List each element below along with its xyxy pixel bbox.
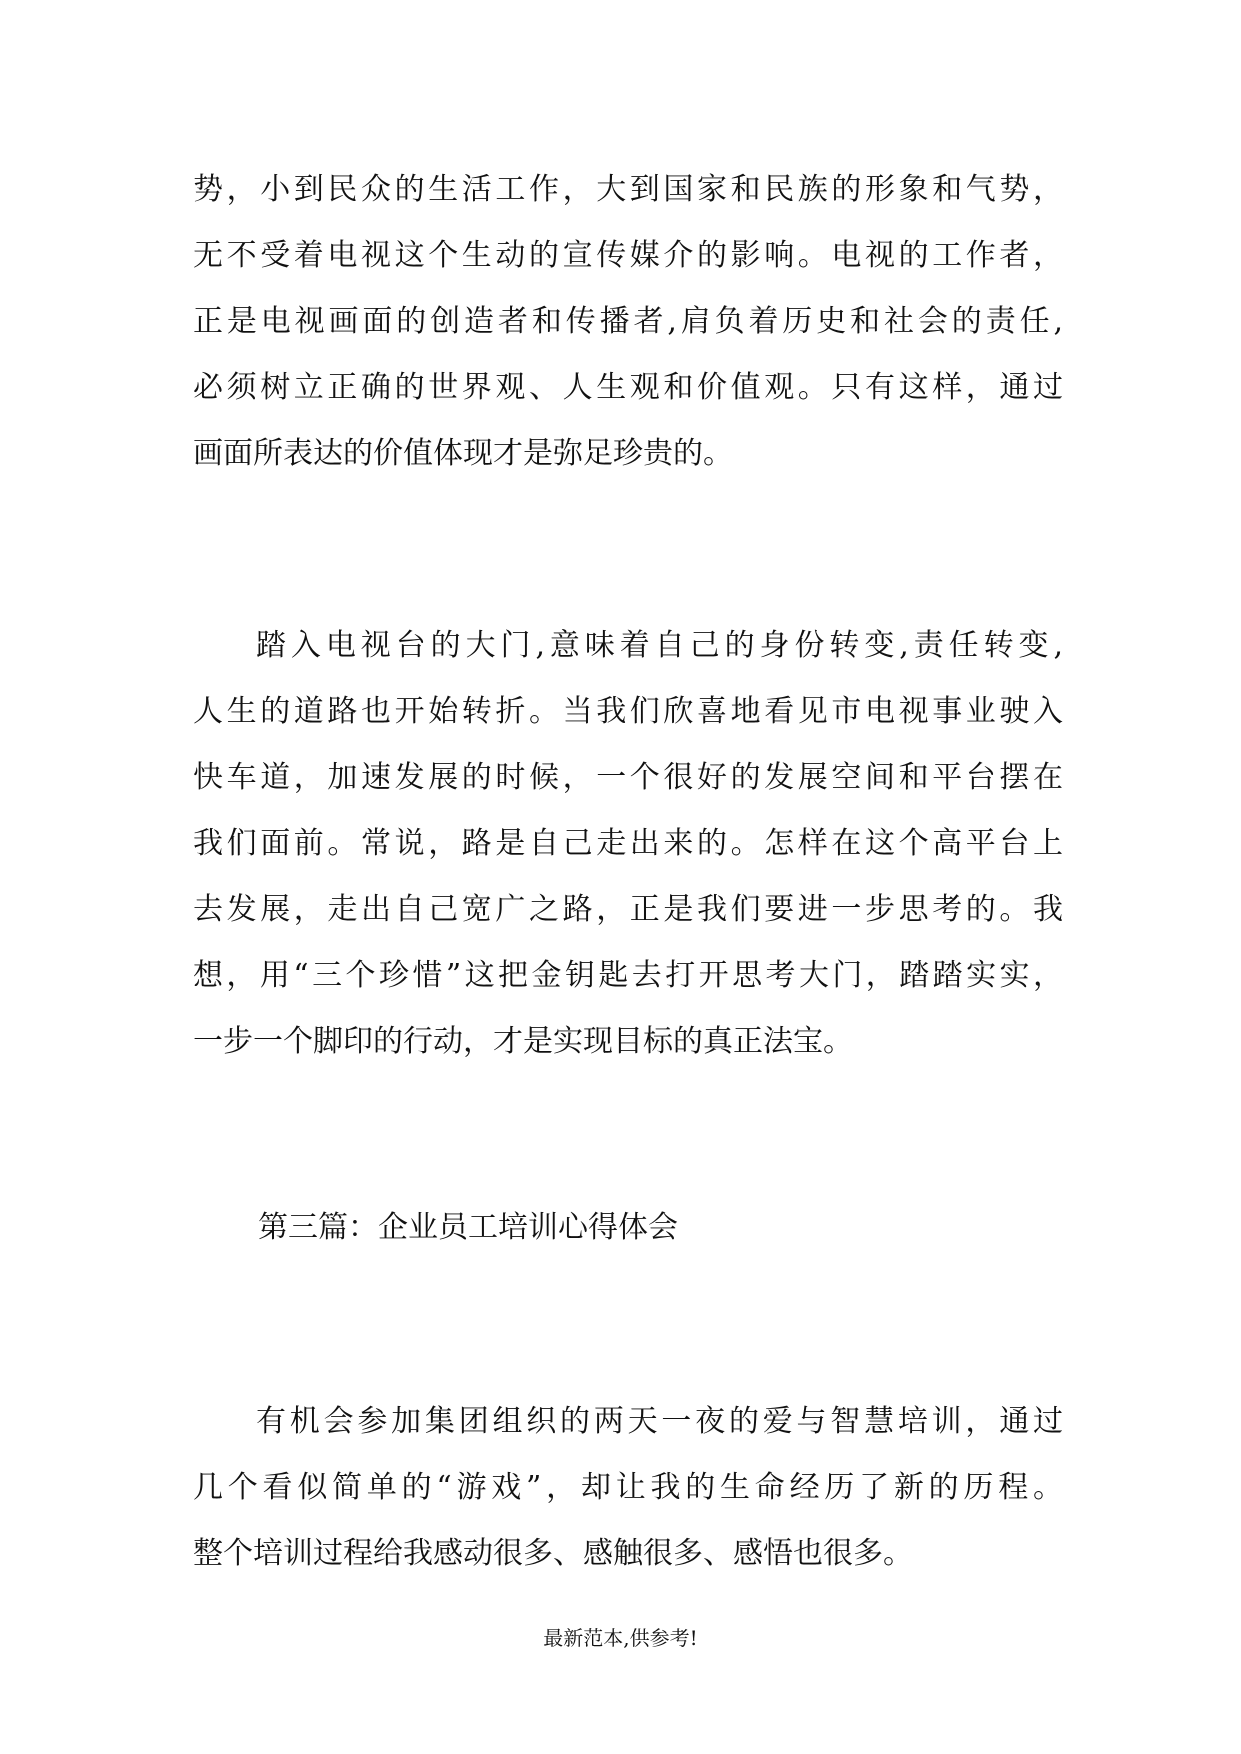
paragraph-line: 去发展，走出自己宽广之路，正是我们要进一步思考的。我 <box>193 892 1063 927</box>
paragraph-line: 踏入电视台的大门,意味着自己的身份转变,责任转变, <box>256 628 1063 663</box>
page-footer: 最新范本,供参考! <box>543 1626 698 1650</box>
paragraph-line: 我们面前。常说，路是自己走出来的。怎样在这个高平台上 <box>193 826 1063 861</box>
paragraph-line: 想，用“三个珍惜”这把金钥匙去打开思考大门，踏踏实实， <box>193 958 1063 993</box>
paragraph-line: 正是电视画面的创造者和传播者,肩负着历史和社会的责任, <box>193 304 1063 339</box>
paragraph-line: 整个培训过程给我感动很多、感触很多、感悟也很多。 <box>193 1536 913 1571</box>
paragraph-line: 人生的道路也开始转折。当我们欣喜地看见市电视事业驶入 <box>193 694 1063 729</box>
paragraph-line: 画面所表达的价值体现才是弥足珍贵的。 <box>193 436 733 471</box>
paragraph-line: 有机会参加集团组织的两天一夜的爱与智慧培训，通过 <box>256 1404 1063 1439</box>
paragraph-line: 快车道，加速发展的时候，一个很好的发展空间和平台摆在 <box>193 760 1063 795</box>
paragraph-line: 几个看似简单的“游戏”，却让我的生命经历了新的历程。 <box>193 1470 1063 1505</box>
paragraph-line: 必须树立正确的世界观、人生观和价值观。只有这样，通过 <box>193 370 1063 405</box>
paragraph-line: 无不受着电视这个生动的宣传媒介的影响。电视的工作者， <box>193 238 1063 273</box>
paragraph-line: 势，小到民众的生活工作，大到国家和民族的形象和气势， <box>193 172 1063 207</box>
paragraph-line: 一步一个脚印的行动，才是实现目标的真正法宝。 <box>193 1024 853 1059</box>
section-heading: 第三篇：企业员工培训心得体会 <box>258 1210 678 1245</box>
